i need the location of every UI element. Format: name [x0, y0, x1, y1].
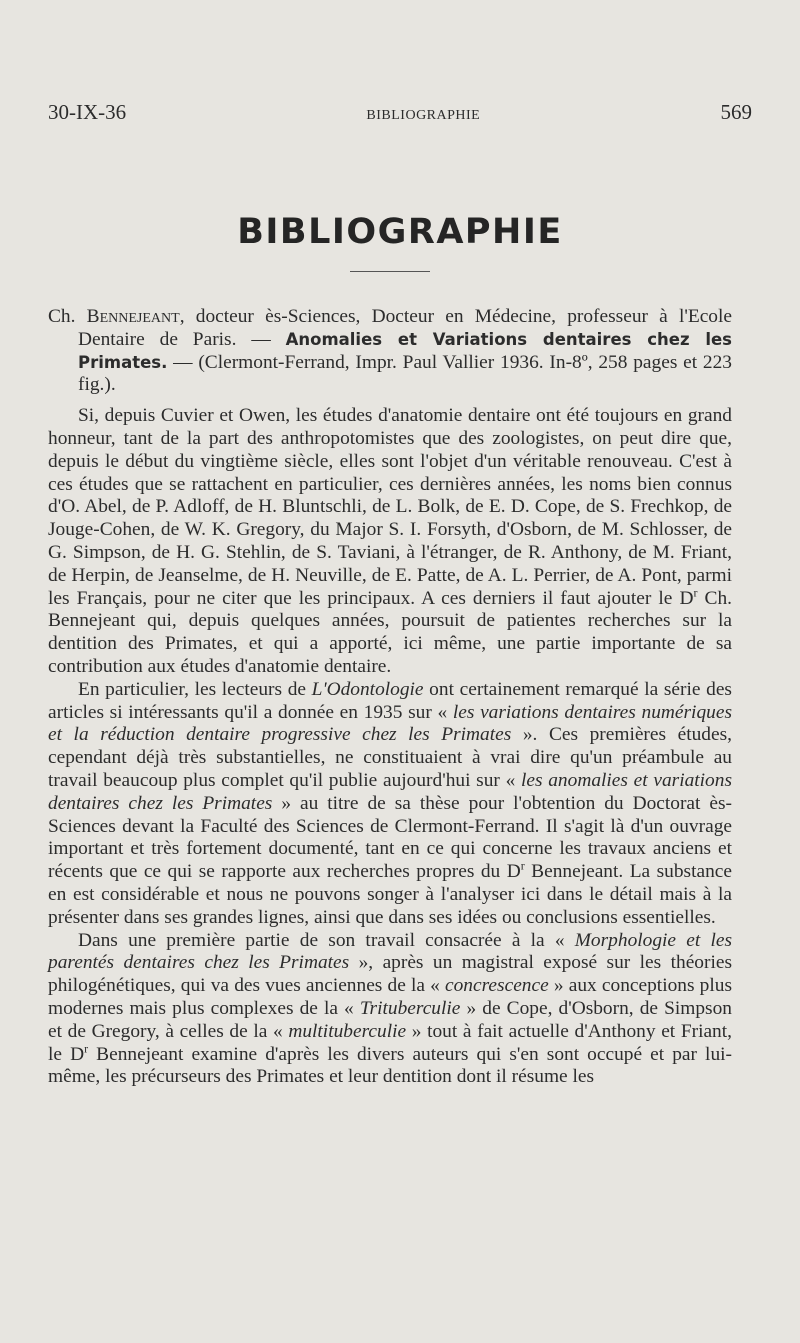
citation-book-title: Anomalies et Variations dentaires chez les Primates. [78, 329, 732, 372]
paragraph-3-text-b: », après un magistral exposé sur les théories philogénétiques, qui va des vues anciennes de la « [48, 952, 732, 997]
paragraph-2-text-e: Bennejeant. La substance en est considérable et nous ne pouvons songer à l'analyser ici dans le détail mais à la présenter dans ses grandes lignes, ainsi que dans ses idées ou conclusions essentielles. [48, 861, 732, 928]
paragraph-2 [48, 679, 732, 930]
paragraph-2-text-d: » au titre de sa thèse pour l'obtention du Doctorat ès-Sciences devant la Faculté des Sciences de Clermont-Ferrand. Il s'agit là d'un ouvrage important et très fortement documenté, tant en ce qui concerne les travaux anciens et récents que ce qui se rapporte aux recherches propres du D [48, 792, 733, 883]
paragraph-3-text-f: Bennejeant examine d'après les divers auteurs qui s'en sont occupé et par lui-même, les précurseurs des Primates et leur dentition dont il résume les [48, 1043, 732, 1088]
paragraph-1 [48, 405, 732, 679]
superscript-r: r [520, 858, 525, 873]
citation-publication: — (Clermont-Ferrand, Impr. Paul Vallier 1936. In-8º, 258 pages et 223 fig.). [78, 351, 732, 396]
running-head [48, 100, 752, 130]
paragraph-2-text-c: ». Ces premières études, cependant déjà très substantielles, ne constituaient à vrai dire qu'un préambule au travail beaucoup plus complet qu'il publie aujourd'hui sur « [48, 724, 732, 791]
thesis-title: les anomalies et variations dentaires chez les Primates [48, 769, 732, 814]
superscript-r: r [693, 585, 698, 600]
article-body [48, 306, 732, 1089]
superscript-r: r [84, 1041, 89, 1056]
citation-author-last: Bennejeant [86, 306, 180, 327]
paragraph-1-text: Si, depuis Cuvier et Owen, les études d'anatomie dentaire ont été toujours en grand honneur, tant de la part des anthropotomistes que des zoologistes, on peut dire que, depuis le début du vingtième siècle, elles sont l'objet d'un véritable renouveau. C'est à ces études que se rattachent en particulier, ces dernières années, les noms bien connus d'O. Abel, de P. Adloff, de H. Bluntschli, de L. Bolk, de E. D. Cope, de S. Frechkop, de Jouge-Cohen, de W. K. Gregory, du Major S. I. Forsyth, d'Osborn, de M. Schlosser, de G. Simpson, de H. G. Stehlin, de S. Taviani, à l'étranger, de R. Anthony, de M. Friant, de Herpin, de Jeanselme, de H. Neuville, de E. Patte, de A. L. Perrier, de A. Pont, parmi les Français, pour ne citer que les principaux. A ces derniers il faut ajouter le D [48, 405, 732, 609]
citation-author-first: Ch. [48, 306, 87, 327]
term-multituberculie: multituberculie [288, 1020, 407, 1042]
paragraph-3-text-d: » de Cope, d'Osborn, de Simpson et de Gregory, à celles de la « [48, 997, 732, 1042]
header-section: BIBLIOGRAPHIE [366, 108, 481, 123]
paragraph-3-text-a: Dans une première partie de son travail consacrée à la « [78, 929, 575, 951]
paragraph-1-end: Ch. Bennejeant qui, depuis quelques années, poursuit de patientes recherches sur la dentition des Primates, et qui a apporté, ici même, une partie importante de sa contribution aux études d'anatomie dentaire. [48, 587, 732, 677]
book-citation [48, 306, 732, 397]
paragraph-2-text-b: ont certainement remarqué la série des articles si intéressants qu'il a donnée en 1935 sur « [48, 678, 732, 723]
paragraph-2-text-a: En particulier, les lecteurs de [78, 678, 312, 700]
article-series-title: les variations dentaires numériques et la réduction dentaire progressive chez les Primates [48, 701, 732, 746]
title-divider [350, 271, 430, 272]
paragraph-3-text-e: » tout à fait actuelle d'Anthony et Friant, le D [48, 1020, 732, 1065]
page-number: 569 [720, 100, 752, 124]
part-one-title: Morphologie et les parentés dentaires chez les Primates [48, 929, 733, 974]
journal-title: L'Odontologie [311, 678, 424, 700]
page-title: BIBLIOGRAPHIE [237, 212, 563, 252]
term-trituberculie: Trituberculie [359, 997, 461, 1019]
citation-author-details: , docteur ès-Sciences, Docteur en Médecine, professeur à l'Ecole Dentaire de Paris. — [78, 306, 732, 350]
paragraph-3 [48, 930, 732, 1090]
term-concrescence: concrescence [445, 975, 549, 997]
paragraph-3-text-c: » aux conceptions plus modernes mais plus complexes de la « [48, 975, 732, 1019]
header-date: 30-IX-36 [48, 100, 127, 124]
